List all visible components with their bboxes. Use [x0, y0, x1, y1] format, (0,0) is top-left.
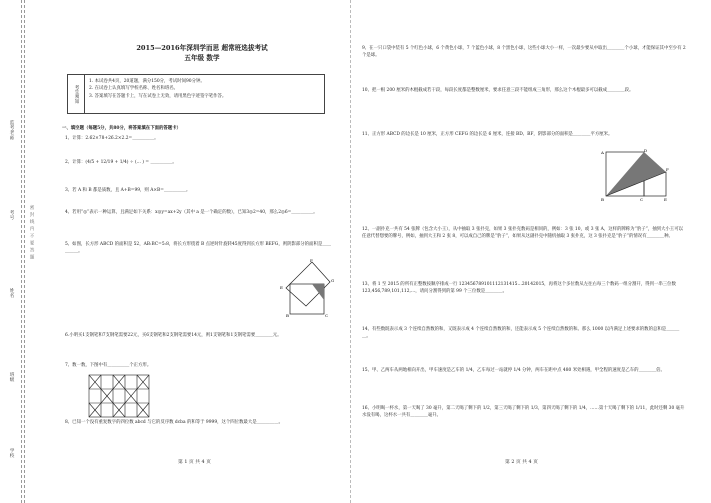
margin-label-name: 姓名 [9, 288, 14, 299]
exam-title: 2015—2016年深圳学而思 超常班选拔考试 [136, 44, 268, 52]
margin-line-2 [24, 0, 25, 503]
question-9: 9、在一只口袋中装有 5 个红色小球，6 个黄色小球，7 个蓝色小球，8 个黑色小球，这些小球大小一样，一次最少要从中取出＿＿＿＿个小球，才能保证其中至少有 2 个是球。 [362, 46, 686, 58]
question-1: 1、计算：2.62×78+26.2×2.2=＿＿＿＿＿。 [65, 136, 159, 141]
margin-label-class: 班级 [9, 372, 14, 383]
margin-label-school: 学校 [9, 448, 14, 459]
binding-margin [0, 0, 62, 503]
notice-line: 1. 本试卷共4页，20道题，满分150分，考试时间90分钟。 [89, 79, 205, 84]
question-13: 13、将 1 至 2015 的所有正整数按顺序排成一行 123456789101112131415…20142015，再将这个多位数从左往右每三个数码一组分割开，得到一串三位数 123,456,789,101,112,…，请问分割得到的第 99 个三位数是＿＿＿＿。 [362, 282, 676, 294]
svg-text:D: D [644, 148, 648, 153]
question-12: 12、一副扑克一共有 54 张牌（包含大小王），从中抽取 3 张扑克，如果 3 张扑克数码是相同的，例如：3 张 10，或 3 张 A，这样的牌称为“豹子”，抽到大小王可以任意代替想要的牌号，例如，抽到大王和 2 张 8，可以成自己的牌是“豹子”，如果从这副扑克中随机抽取 3 张扑克，这 3 张扑克是“豹子”的情况有＿＿＿＿种。 [362, 227, 683, 239]
svg-text:B: B [286, 313, 289, 318]
svg-text:C: C [325, 313, 329, 318]
exam-subtitle: 五年级 数学 [184, 53, 220, 62]
question-10: 10、把一根 200 厘米的木棍截成若干段，每段长度都是整数厘米，要求任意三段不能组成三角形，那么这个木棍最多可以截成＿＿＿＿段。 [362, 88, 634, 93]
margin-label-proctor: 监考老师 [9, 120, 14, 141]
svg-text:G: G [331, 278, 335, 283]
svg-text:E: E [280, 285, 283, 290]
svg-text:F: F [666, 167, 669, 172]
question-15: 15、甲、乙两车从两地相向开出，甲车速度是乙车的 1/4，乙车每过一站就停 1/4 分钟，两车在距中点 480 米处相遇，甲全程的速度是乙车的＿＿＿＿倍。 [362, 368, 665, 373]
question-8: 8、已知一个没有重复数字的四位数 abcd 与它的反序数 dcba 的和等于 9999，这个四位数最大是＿＿＿＿＿。 [65, 420, 283, 425]
footer-page-1: 第 1 页 共 4 页 [178, 460, 211, 465]
notice-box [67, 74, 325, 114]
margin-line-1 [21, 0, 22, 503]
q7-grid-figure [88, 374, 150, 418]
notice-line: 2. 在试卷上认真填写学校名称、姓名和班名。 [89, 86, 179, 92]
question-14: 14、有些数既表示成 3 个连续自然数的和，又既表示成 4 个连续自然数的和，还能表示成 5 个连续自然数的和。那么 1000 以内满足上述要求的数的总和是＿＿＿＿。 [362, 327, 680, 339]
footer-page-2: 第 2 页 共 4 页 [505, 460, 538, 465]
section-heading: 一、填空题（每题5分，共80分，将答案填在下面的答题卡） [62, 126, 181, 131]
svg-text:F: F [310, 258, 313, 263]
question-4: 4、若用“◎”表示一种运算，且满足如下关系：x◎y=ax+2y（其中 a 是一个确定的数），已知3◎2=40，那么2◎6=＿＿＿＿＿。 [65, 210, 318, 215]
question-3: 3、若 A 和 B 都是质数，且 A+B=99，则 A×B=＿＿＿＿＿。 [65, 188, 191, 193]
question-6: 6.小明买1支钢笔和7支钢笔需要22元，买6支钢笔和2支钢笔需要14元，则1支钢笔和1支钢笔需要＿＿＿＿元。 [65, 333, 282, 338]
svg-text:E: E [664, 197, 667, 202]
notice-line: 3. 答案填写在答题卡上，写在试卷上无效，请用黑色字迹签字笔作答。 [89, 93, 227, 99]
question-11: 11、正方形 ABCD 的边长是 10 厘米，正方形 CEFG 的边长是 6 厘米，连接 BD、BF，阴影部分的面积是＿＿＿＿平方厘米。 [362, 132, 613, 137]
q5-figure [276, 258, 338, 320]
question-2: 2、计算：(4/5 + 12/19 + 1/4) ÷ (... ) = ＿＿＿＿＿。 [65, 160, 177, 165]
svg-text:B: B [601, 197, 604, 202]
q11-figure [600, 148, 670, 204]
svg-text:A: A [601, 150, 604, 155]
exam-title-block [62, 44, 342, 64]
question-7: 7、数一数，下图中有＿＿＿＿＿个正方形。 [65, 363, 152, 368]
margin-label-exam-no: 考号 [9, 210, 14, 221]
question-16: 16、小明喝一杯水，第一天喝了 30 毫升，第二天喝了剩下的 1/2，第三天喝了剩下的 1/3，第四天喝了剩下的 1/4，……第十天喝了剩下的 1/11，此时还剩 30 毫升水没有喝，这杯水一共有＿＿＿＿毫升。 [362, 406, 685, 418]
notice-heading: 考生须知 [68, 75, 85, 113]
page-divider [350, 0, 351, 503]
margin-cut-text: 密 封 线 内 不 要 答 题 [29, 205, 34, 260]
question-5: 5、如图，长方形 ABCD 的面积是 52，AB:BC=5:8，将长方形绕着 B 点逆时针旋转45度得到长方形 BEFG，则阴影部分的面积是＿＿＿＿＿。 [65, 242, 332, 254]
svg-text:C: C [640, 197, 644, 202]
